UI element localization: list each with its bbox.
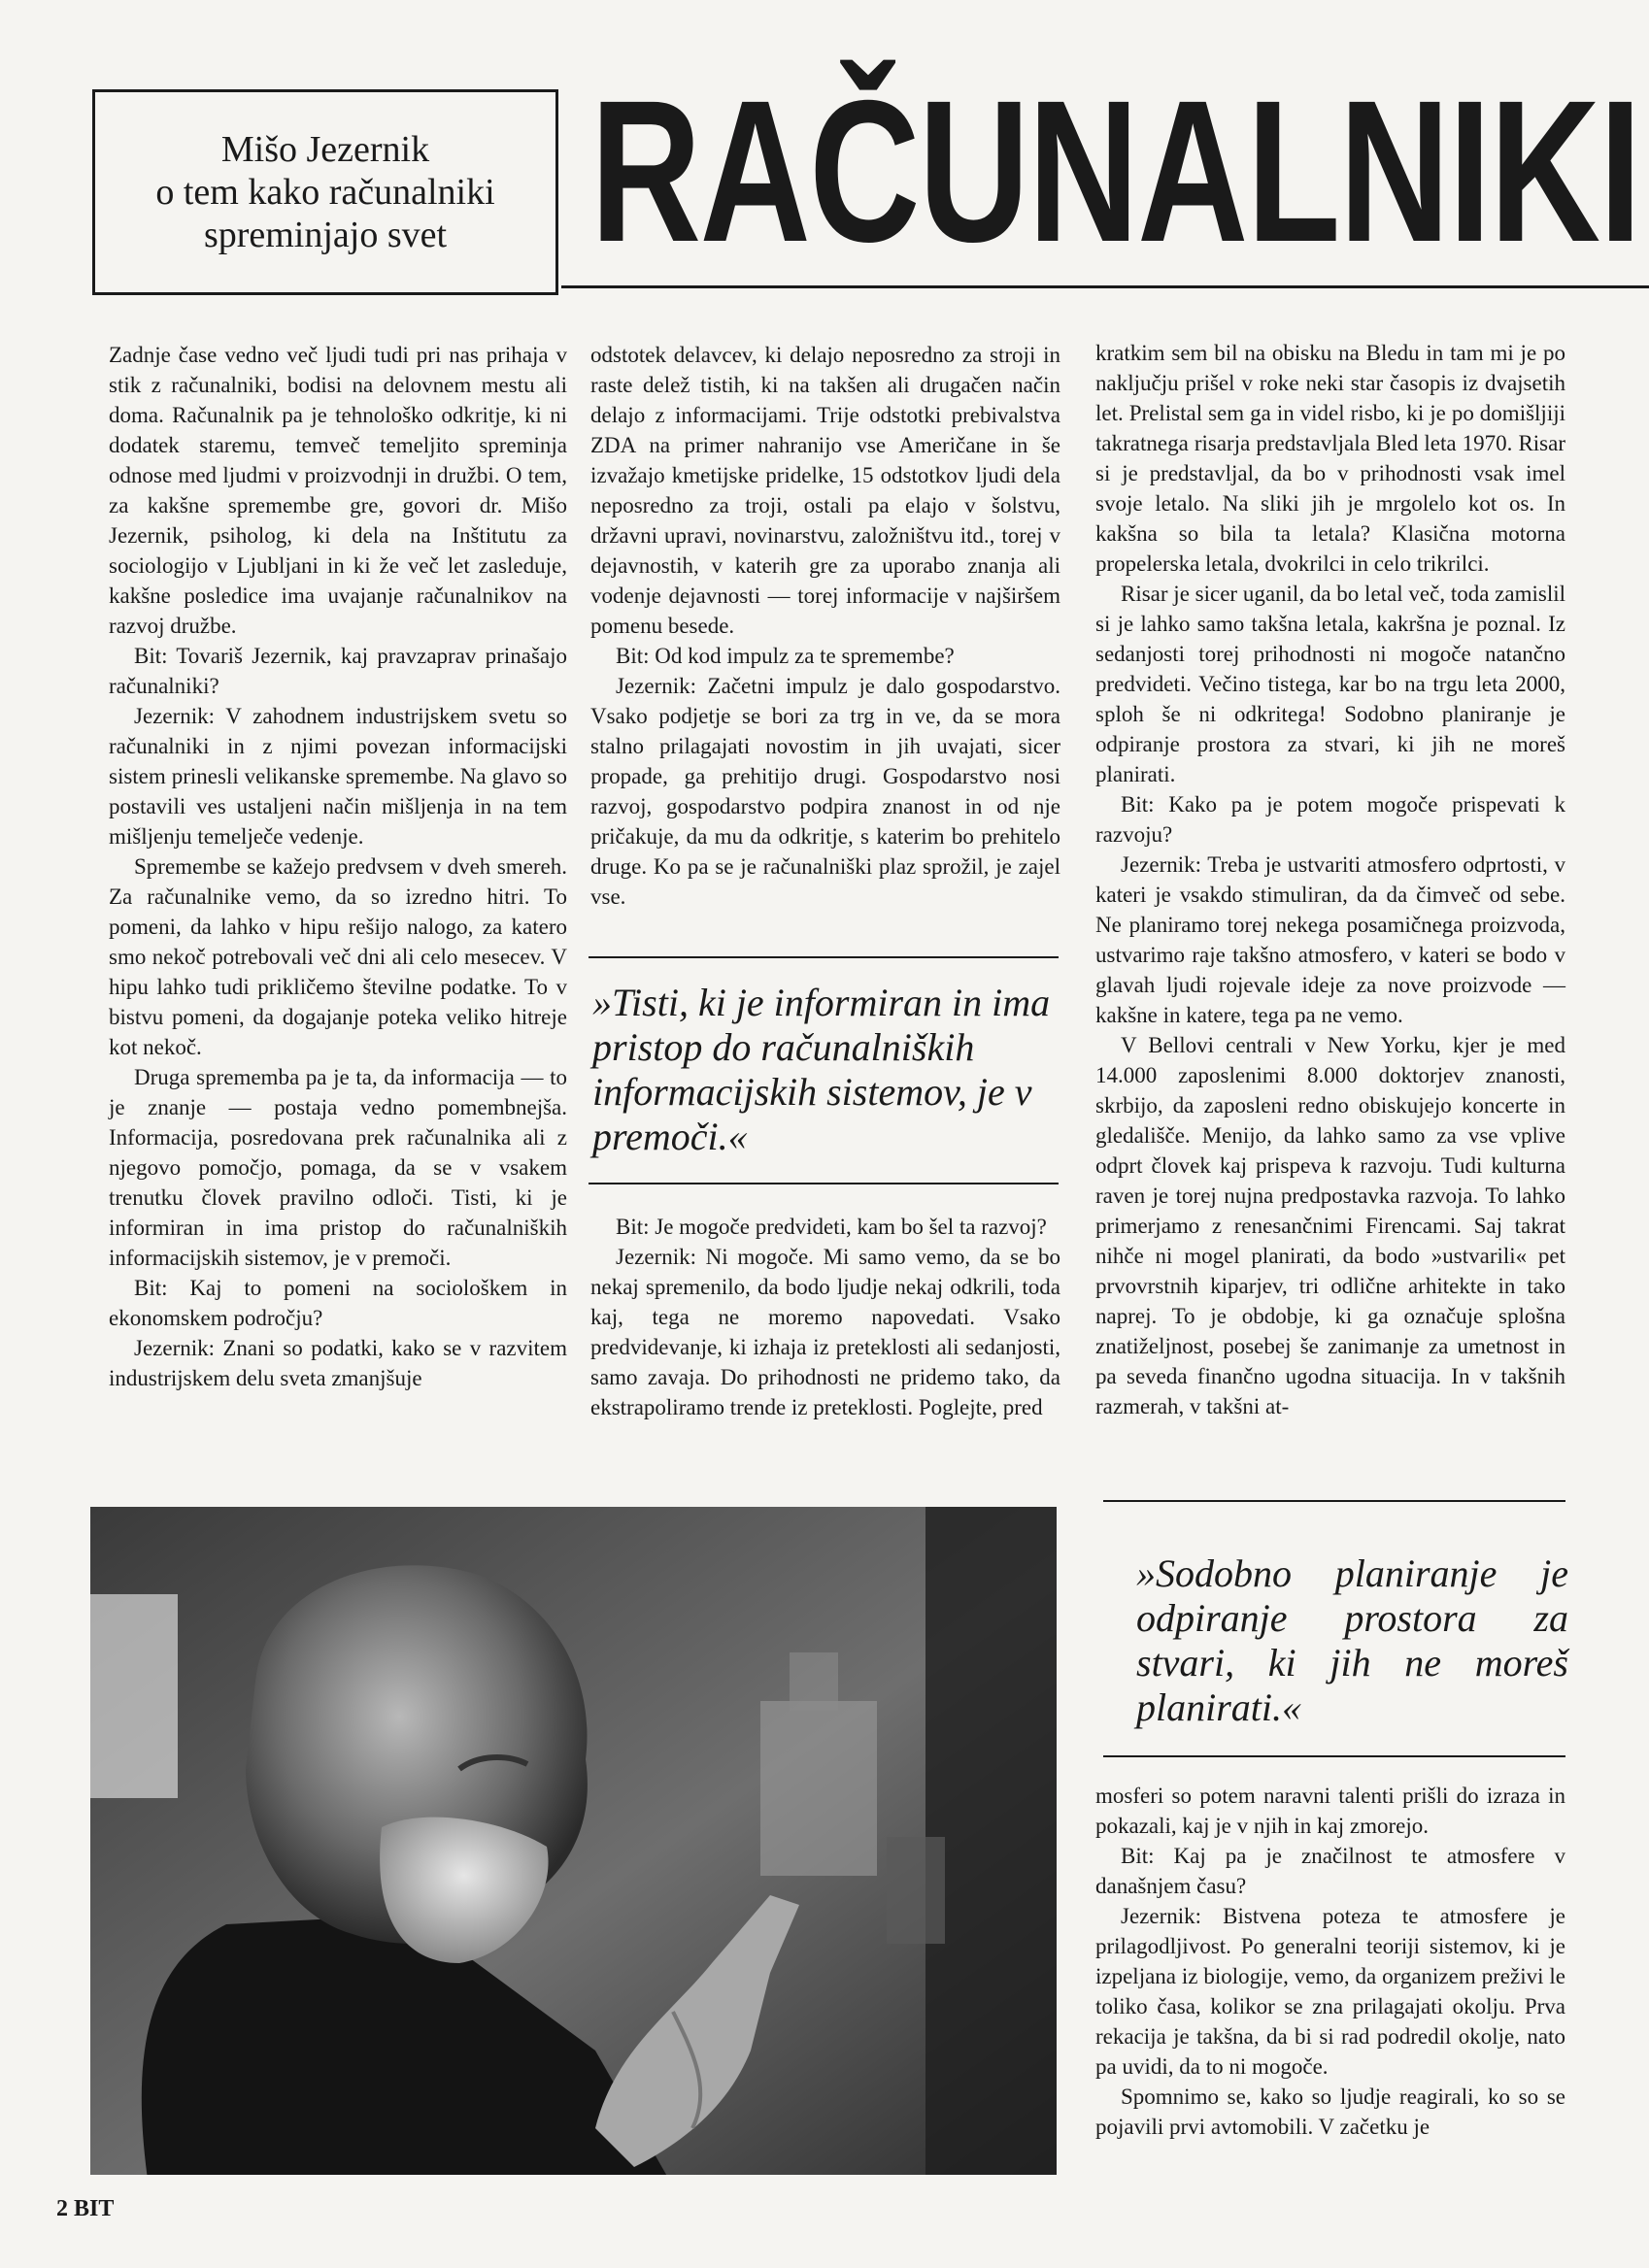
portrait-photo — [90, 1507, 1057, 2175]
pull-quote-rule-bottom — [589, 1183, 1059, 1184]
page-folio: 2 BIT — [56, 2196, 115, 2221]
headline-rule — [561, 285, 1649, 288]
pull-quote-rule-bottom — [1103, 1755, 1565, 1757]
paragraph: Bit: Od kod impulz za te spremembe? — [616, 644, 955, 668]
intro-subtitle-line-1: o tem kako računalniki — [155, 172, 495, 213]
paragraph: Bit: Je mogoče predvideti, kam bo šel ta razvoj? — [616, 1215, 1047, 1239]
paragraph: Spomnimo se, kako so ljudje reagirali, ko so se pojavili prvi avtomobili. V začetku je — [1095, 2085, 1565, 2139]
paragraph: V Bellovi centrali v New Yorku, kjer je med 14.000 zaposlenimi 8.000 doktorjev znanosti, skrbijo, da zaposleni redno obiskujejo koncerte in gledališče. Menijo, da lahko samo za vse vplive odprt človek kaj prispeva k razvoju. Tudi kulturna raven je torej nujna predpostavka razvoja. To lahko primerjamo z renesančnimi Firencami. Saj takrat nihče ni mogel planirati, da bodo »ustvarili« pet prvovrstnih kiparjev, tri odlične arhitekte in tako naprej. To je obdobje, ki ga označuje splošna znatiželjnost, posebej še zanimanje za umetnost in pa seveda finančno ugodna situacija. In v takšnih razmerah, v takšni at- — [1095, 1033, 1565, 1418]
paragraph: Risar je sicer uganil, da bo letal več, toda zamislil si je lahko samo takšna letala, kakršna je poznal. Iz sedanjosti torej prihodnosti ni mogoče natančno predvideti. Večino tistega, kar bo na trgu leta 2000, sploh še ni odkritega! Sodobno planiranje je odpiranje prostora za stvari, ki jih ne moreš planirati. — [1095, 582, 1565, 786]
pull-quote-rule-top — [1103, 1500, 1565, 1502]
paragraph: Jezernik: Začetni impulz je dalo gospodarstvo. Vsako podjetje se bori za trg in ve, da se mora stalno prilagajati novostim in jih uvajati, sicer propade, ga prehitijo drugi. Gospodarstvo nosi razvoj, gospodarstvo podpira znanost in od nje pričakuje, da mu da odkritje, s katerim bo prehitelo druge. Ko pa se je računalniški plaz sprožil, je zajel vse. — [590, 674, 1060, 909]
column-1 — [109, 340, 567, 1393]
paragraph: Spremembe se kažejo predvsem v dveh smereh. Za računalnike vemo, da so izredno hitri. To pomeni, da lahko v hipu rešijo nalogo, za katero smo nekoč potrebovali več dni ali celo mesecev. V hipu lahko tudi prikličemo številne podatke. To v bistvu pomeni, da dogajanje poteka veliko hitreje kot nekoč. — [109, 854, 567, 1059]
column-3 — [1095, 338, 1565, 1421]
column-2-continued — [590, 1212, 1060, 1422]
paragraph: Jezernik: V zahodnem industrijskem svetu so računalniki in z njimi povezan informacijski sistem prinesli velikanske spremembe. Na glavo so postavili ves ustaljeni način mišljenja in na tem mišljenju temelječe vedenje. — [109, 704, 567, 849]
intro-box — [92, 89, 558, 295]
article-headline: RAČUNALNIKI — [590, 59, 1640, 284]
paragraph: Druga sprememba pa je ta, da informacija — to je znanje — postaja vedno pomembnejša. Informacija, posredovana prek računalnika ali z njegovo pomočjo, pomaga, da se v vsakem trenutku človek pravilno odloči. Tisti, ki je informiran in ima pristop do računalniških informacijskih sistemov, je v premoči. — [109, 1065, 567, 1270]
paragraph: Jezernik: Znani so podatki, kako se v razvitem industrijskem delu sveta zmanjšuje — [109, 1336, 567, 1390]
paragraph: Bit: Kaj to pomeni na sociološkem in ekonomskem področju? — [109, 1276, 567, 1330]
paragraph: Bit: Kaj pa je značilnost te atmosfere v današnjem času? — [1095, 1844, 1565, 1898]
paragraph: Zadnje čase vedno več ljudi tudi pri nas prihaja v stik z računalniki, bodisi na delovnem mestu ali doma. Računalnik pa je tehnološko odkritje, ki ni dodatek staremu, temveč temeljito spreminja odnose med ljudmi v proizvodnji in družbi. O tem, za kakšne spremembe gre, govori dr. Mišo Jezernik, psiholog, ki dela na Inštitutu za sociologijo v Ljubljani in ki že več let zasleduje, kakšne posledice ima uvajanje računalnikov na razvoj družbe. — [109, 343, 567, 638]
paragraph: Jezernik: Bistvena poteza te atmosfere je prilagodljivost. Po generalni teoriji sistemov, ki je izpeljana iz biologije, vemo, da organizem preživi le toliko časa, kolikor se zna prilagajati okolju. Prva rekacija je takšna, da bi si rad podredil okolje, nato pa uvidi, da to ni mogoče. — [1095, 1904, 1565, 2079]
paragraph: kratkim sem bil na obisku na Bledu in tam mi je po naključju prišel v roke neki star časopis iz dvajsetih let. Prelistal sem ga in videl risbo, ki je po domišljiji takratnega risarja predstavljala Bled leta 1970. Risar si je predstavljal, da bo v prihodnosti vsak imel svoje letalo. Na sliki jih je mrgolelo kot os. In kakšna so bila ta letala? Klasična motorna propelerska letala, dvokrilci in celo trikrilci. — [1095, 341, 1565, 576]
paragraph: Jezernik: Treba je ustvariti atmosfero odprtosti, v kateri je vsakdo stimuliran, da da čimveč od sebe. Ne planiramo torej nekega posamičnega proizvoda, ustvarimo raje takšno atmosfero, v kateri se bodo v glavah ljudi rojevale ideje za nove proizvode — kakšne in katere, tega pa ne vemo. — [1095, 852, 1565, 1027]
pull-quote-1: »Tisti, ki je informiran in ima pristop do računalniških informacijskih sistemov, je v premoči.« — [592, 981, 1051, 1158]
column-3-continued — [1095, 1781, 1565, 2142]
intro-author: Mišo Jezernik — [220, 129, 430, 170]
pull-quote-rule-top — [589, 956, 1059, 958]
column-2 — [590, 340, 1060, 912]
paragraph: mosferi so potem naravni talenti prišli do izraza in pokazali, kaj je v njih in kaj zmorejo. — [1095, 1784, 1565, 1838]
paragraph: Jezernik: Ni mogoče. Mi samo vemo, da se bo nekaj spremenilo, da bodo ljudje nekaj odkrili, toda kaj, tega ne moremo napovedati. Vsako predvidevanje, ki izhaja iz preteklosti ali sedanjosti, samo zavaja. Do prihodnosti ne pridemo tako, da ekstrapoliramo trende iz preteklosti. Poglejte, pred — [590, 1245, 1060, 1419]
intro-subtitle-line-2: spreminjajo svet — [203, 215, 448, 255]
paragraph: Bit: Tovariš Jezernik, kaj pravzaprav prinašajo računalniki? — [109, 644, 567, 698]
pull-quote-2: »Sodobno planiranje je odpiranje prostora za stvari, ki jih ne moreš planirati.« — [1136, 1551, 1568, 1729]
paragraph: odstotek delavcev, ki delajo neposredno za stroji in raste delež tistih, ki na takšen ali drugačen način delajo z informacijami. Trije odstotki prebivalstva ZDA na primer nahranijo vse Američane in še izvažajo kmetijske pridelke, 15 odstotkov ljudi dela neposredno za troji, ostali pa elajo v šolstvu, državni upravi, novinarstvu, založništvu itd., torej v dejavnostih, v katerih gre za uporabo znanja ali vodenje dejavnosti — torej informacije v najširšem pomenu besede. — [590, 343, 1060, 638]
portrait-photo-illustration — [90, 1507, 1057, 2175]
paragraph: Bit: Kako pa je potem mogoče prispevati k razvoju? — [1095, 792, 1565, 847]
